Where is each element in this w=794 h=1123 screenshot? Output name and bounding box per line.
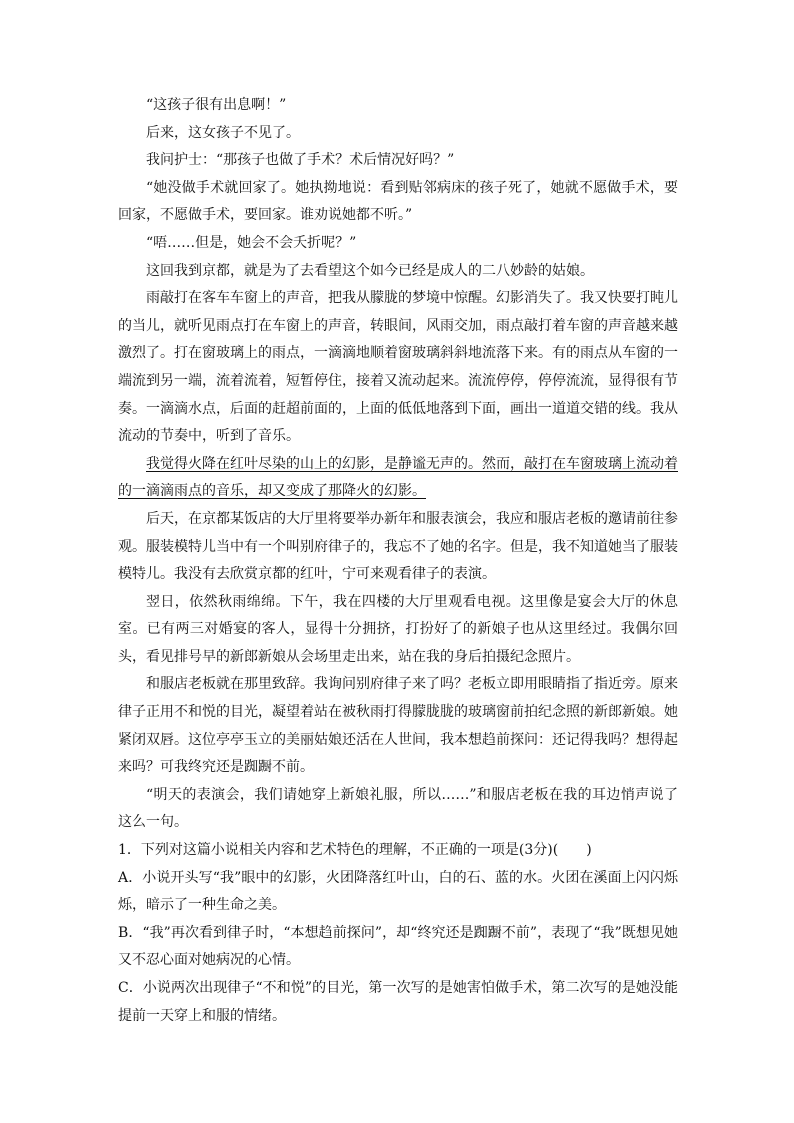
option-a: A．小说开头写“我”眼中的幻影，火团降落红叶山，白的石、蓝的水。火团在溪面上闪闪烁烁，暗示了一种生命之美。 <box>118 869 678 914</box>
paragraph-7: 雨敲打在客车车窗上的声音，把我从朦胧的梦境中惊醒。幻影消失了。我又快要打盹儿的当儿，就听见雨点打在车窗上的声音，转眼间，风雨交加，雨点敲打着车窗的声音越来越激烈了。打在窗玻璃上的雨点，一滴滴地顺着窗玻璃斜斜地流落下来。有的雨点从车窗的一端流到另一端，流着流着，短暂停住，接着又流动起来。流流停停，停停流流，显得很有节奏。一滴滴水点，后面的赶超前面的，上面的低低地落到下面，画出一道道交错的线。我从流动的节奏中，听到了音乐。 <box>118 290 678 445</box>
paragraph-12: “明天的表演会，我们请她穿上新娘礼服，所以……”和服店老板在我的耳边悄声说了这么一句。 <box>118 786 678 831</box>
paragraph-8-underlined <box>118 451 678 506</box>
paragraph-2: 后来，这女孩子不见了。 <box>146 124 300 141</box>
paragraph-6: 这回我到京都，就是为了去看望这个如今已经是成人的二八妙龄的姑娘。 <box>146 262 594 279</box>
question-stem: 1．下列对这篇小说相关内容和艺术特色的理解，不正确的一项是(3分)( ) <box>118 842 592 859</box>
paragraph-9: 后天，在京都某饭店的大厅里将要举办新年和服表演会，我应和服店老板的邀请前往参观。服装模特儿当中有一个叫别府律子的，我忘不了她的名字。但是，我不知道她当了服装模特儿。我没有去欣赏京都的红叶，宁可来观看律子的表演。 <box>118 510 678 583</box>
paragraph-1: “这孩子很有出息啊！” <box>146 97 287 113</box>
underlined-sentence: 我觉得火降在红叶尽染的山上的幻影，是静谧无声的。然而，敲打在车窗玻璃上流动着的一滴滴雨点的音乐，却又变成了那降火的幻影。 <box>118 455 678 500</box>
paragraph-11: 和服店老板就在那里致辞。我询问别府律子来了吗？老板立即用眼睛指了指近旁。原来律子正用不和悦的目光，凝望着站在被秋雨打得朦胧胧的玻璃窗前拍纪念照的新郎新娘。她紧闭双唇。这位亭亭玉立的美丽姑娘还活在人世间，我本想趋前探问：还记得我吗？想得起来吗？可我终究还是踟蹰不前。 <box>118 676 678 776</box>
document-page <box>118 92 678 1030</box>
option-c: C．小说两次出现律子“不和悦”的目光，第一次写的是她害怕做手术，第二次写的是她没能提前一天穿上和服的情绪。 <box>118 980 678 1024</box>
option-b: B．“我”再次看到律子时，“本想趋前探问”，却“终究还是踟蹰不前”，表现了“我”既想见她又不忍心面对她病况的心情。 <box>118 924 678 969</box>
paragraph-3: 我问护士：“那孩子也做了手术？术后情况好吗？” <box>146 152 455 169</box>
paragraph-10: 翌日，依然秋雨绵绵。下午，我在四楼的大厅里观看电视。这里像是宴会大厅的休息室。已有两三对婚宴的客人，显得十分拥挤，打扮好了的新娘子也从这里经过。我偶尔回头，看见排号早的新郎新娘从会场里走出来，站在我的身后拍摄纪念照片。 <box>118 593 678 665</box>
paragraph-5: “唔……但是，她会不会夭折呢？” <box>146 234 357 251</box>
paragraph-4: “她没做手术就回家了。她执拗地说：看到贴邻病床的孩子死了，她就不愿做手术，要回家，不愿做手术，要回家。谁劝说她都不听。” <box>118 179 678 224</box>
